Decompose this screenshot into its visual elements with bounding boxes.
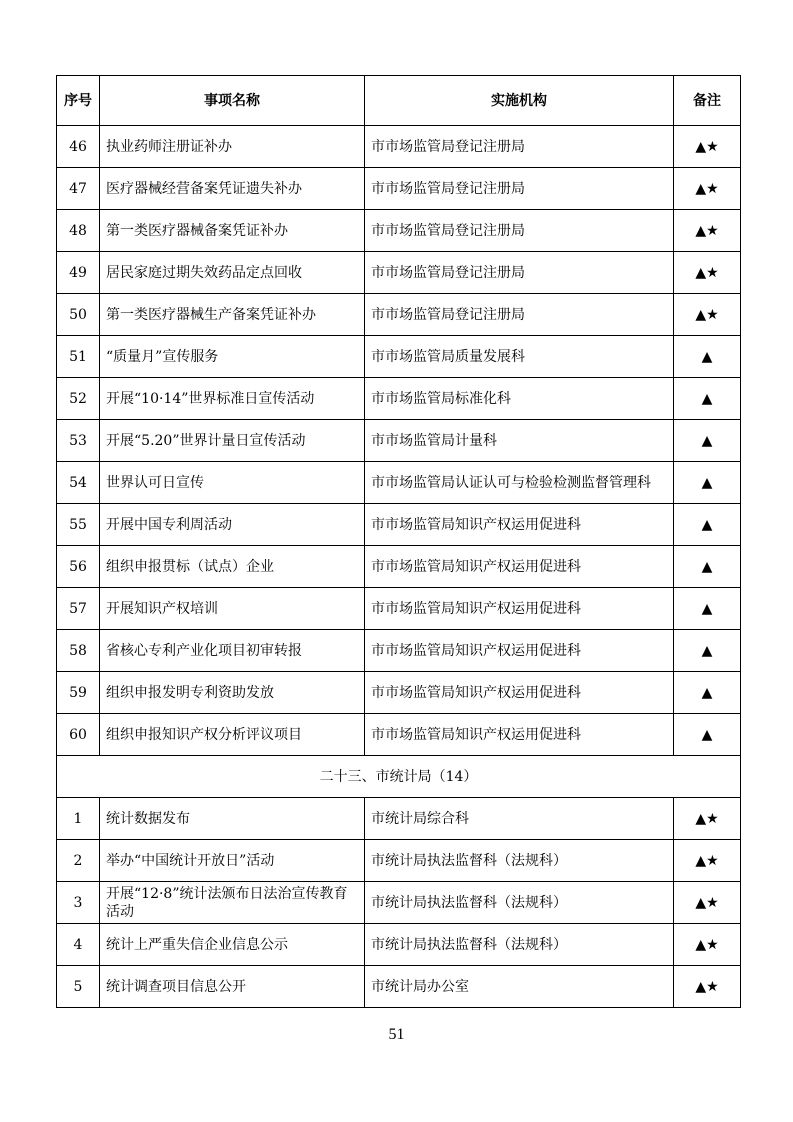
implementing-org: 市市场监管局登记注册局	[365, 126, 674, 168]
table-row	[57, 924, 741, 966]
row-number: 57	[57, 588, 100, 630]
note-marks: ▲★	[674, 966, 741, 1008]
item-name: 省核心专利产业化项目初审转报	[100, 630, 365, 672]
table-row	[57, 420, 741, 462]
implementing-org: 市市场监管局知识产权运用促进科	[365, 504, 674, 546]
row-number: 58	[57, 630, 100, 672]
table-row	[57, 840, 741, 882]
row-number: 59	[57, 672, 100, 714]
implementing-org: 市市场监管局知识产权运用促进科	[365, 714, 674, 756]
implementing-org: 市市场监管局标准化科	[365, 378, 674, 420]
row-number: 54	[57, 462, 100, 504]
row-number: 55	[57, 504, 100, 546]
implementing-org: 市市场监管局计量科	[365, 420, 674, 462]
row-number: 56	[57, 546, 100, 588]
implementing-org: 市市场监管局登记注册局	[365, 252, 674, 294]
note-marks: ▲★	[674, 840, 741, 882]
note-marks: ▲	[674, 714, 741, 756]
item-name: 统计调查项目信息公开	[100, 966, 365, 1008]
table-row	[57, 294, 741, 336]
section-row	[57, 756, 741, 798]
table-row	[57, 336, 741, 378]
item-name: 执业药师注册证补办	[100, 126, 365, 168]
table-row	[57, 630, 741, 672]
implementing-org: 市市场监管局知识产权运用促进科	[365, 630, 674, 672]
item-name: 第一类医疗器械备案凭证补办	[100, 210, 365, 252]
item-name: 世界认可日宣传	[100, 462, 365, 504]
row-number: 51	[57, 336, 100, 378]
note-marks: ▲	[674, 378, 741, 420]
row-number: 5	[57, 966, 100, 1008]
implementing-org: 市市场监管局质量发展科	[365, 336, 674, 378]
item-name: 开展知识产权培训	[100, 588, 365, 630]
row-number: 48	[57, 210, 100, 252]
item-name: 开展中国专利周活动	[100, 504, 365, 546]
note-marks: ▲★	[674, 168, 741, 210]
implementing-org: 市市场监管局登记注册局	[365, 294, 674, 336]
note-marks: ▲★	[674, 294, 741, 336]
table-row	[57, 966, 741, 1008]
header-note: 备注	[674, 76, 741, 126]
note-marks: ▲	[674, 336, 741, 378]
implementing-org: 市市场监管局认证认可与检验检测监督管理科	[365, 462, 674, 504]
row-number: 1	[57, 798, 100, 840]
row-number: 60	[57, 714, 100, 756]
page-number: 51	[388, 1026, 405, 1043]
note-marks: ▲	[674, 672, 741, 714]
table-row	[57, 714, 741, 756]
table-row	[57, 588, 741, 630]
item-name: 第一类医疗器械生产备案凭证补办	[100, 294, 365, 336]
implementing-org: 市市场监管局登记注册局	[365, 210, 674, 252]
implementing-org: 市市场监管局知识产权运用促进科	[365, 546, 674, 588]
item-name: 组织申报发明专利资助发放	[100, 672, 365, 714]
implementing-org: 市统计局执法监督科（法规科）	[365, 882, 674, 924]
table-row	[57, 462, 741, 504]
implementing-org: 市市场监管局登记注册局	[365, 168, 674, 210]
note-marks: ▲	[674, 546, 741, 588]
item-name: 居民家庭过期失效药品定点回收	[100, 252, 365, 294]
item-name: “质量月”宣传服务	[100, 336, 365, 378]
note-marks: ▲	[674, 462, 741, 504]
note-marks: ▲	[674, 420, 741, 462]
table-row	[57, 546, 741, 588]
row-number: 46	[57, 126, 100, 168]
item-name: 开展“12·8”统计法颁布日法治宣传教育活动	[100, 882, 365, 924]
row-number: 3	[57, 882, 100, 924]
services-table	[56, 75, 741, 1008]
table-row	[57, 168, 741, 210]
row-number: 2	[57, 840, 100, 882]
implementing-org: 市统计局综合科	[365, 798, 674, 840]
item-name: 组织申报贯标（试点）企业	[100, 546, 365, 588]
table-row	[57, 126, 741, 168]
table-header-row	[57, 76, 741, 126]
table-row	[57, 252, 741, 294]
header-num: 序号	[57, 76, 100, 126]
table-row	[57, 504, 741, 546]
note-marks: ▲★	[674, 798, 741, 840]
item-name: 医疗器械经营备案凭证遗失补办	[100, 168, 365, 210]
row-number: 52	[57, 378, 100, 420]
note-marks: ▲★	[674, 252, 741, 294]
implementing-org: 市市场监管局知识产权运用促进科	[365, 588, 674, 630]
item-name: 统计上严重失信企业信息公示	[100, 924, 365, 966]
note-marks: ▲	[674, 588, 741, 630]
header-name: 事项名称	[100, 76, 365, 126]
implementing-org: 市统计局执法监督科（法规科）	[365, 924, 674, 966]
item-name: 开展“5.20”世界计量日宣传活动	[100, 420, 365, 462]
item-name: 开展“10·14”世界标准日宣传活动	[100, 378, 365, 420]
note-marks: ▲★	[674, 924, 741, 966]
table-row	[57, 882, 741, 924]
row-number: 4	[57, 924, 100, 966]
note-marks: ▲	[674, 630, 741, 672]
row-number: 50	[57, 294, 100, 336]
implementing-org: 市统计局办公室	[365, 966, 674, 1008]
note-marks: ▲	[674, 504, 741, 546]
row-number: 49	[57, 252, 100, 294]
section-title: 二十三、市统计局（14）	[57, 756, 741, 798]
note-marks: ▲★	[674, 882, 741, 924]
header-org: 实施机构	[365, 76, 674, 126]
row-number: 53	[57, 420, 100, 462]
row-number: 47	[57, 168, 100, 210]
table-row	[57, 378, 741, 420]
item-name: 统计数据发布	[100, 798, 365, 840]
table-row	[57, 798, 741, 840]
implementing-org: 市市场监管局知识产权运用促进科	[365, 672, 674, 714]
note-marks: ▲★	[674, 126, 741, 168]
table-row	[57, 672, 741, 714]
item-name: 组织申报知识产权分析评议项目	[100, 714, 365, 756]
item-name: 举办“中国统计开放日”活动	[100, 840, 365, 882]
note-marks: ▲★	[674, 210, 741, 252]
table-row	[57, 210, 741, 252]
implementing-org: 市统计局执法监督科（法规科）	[365, 840, 674, 882]
